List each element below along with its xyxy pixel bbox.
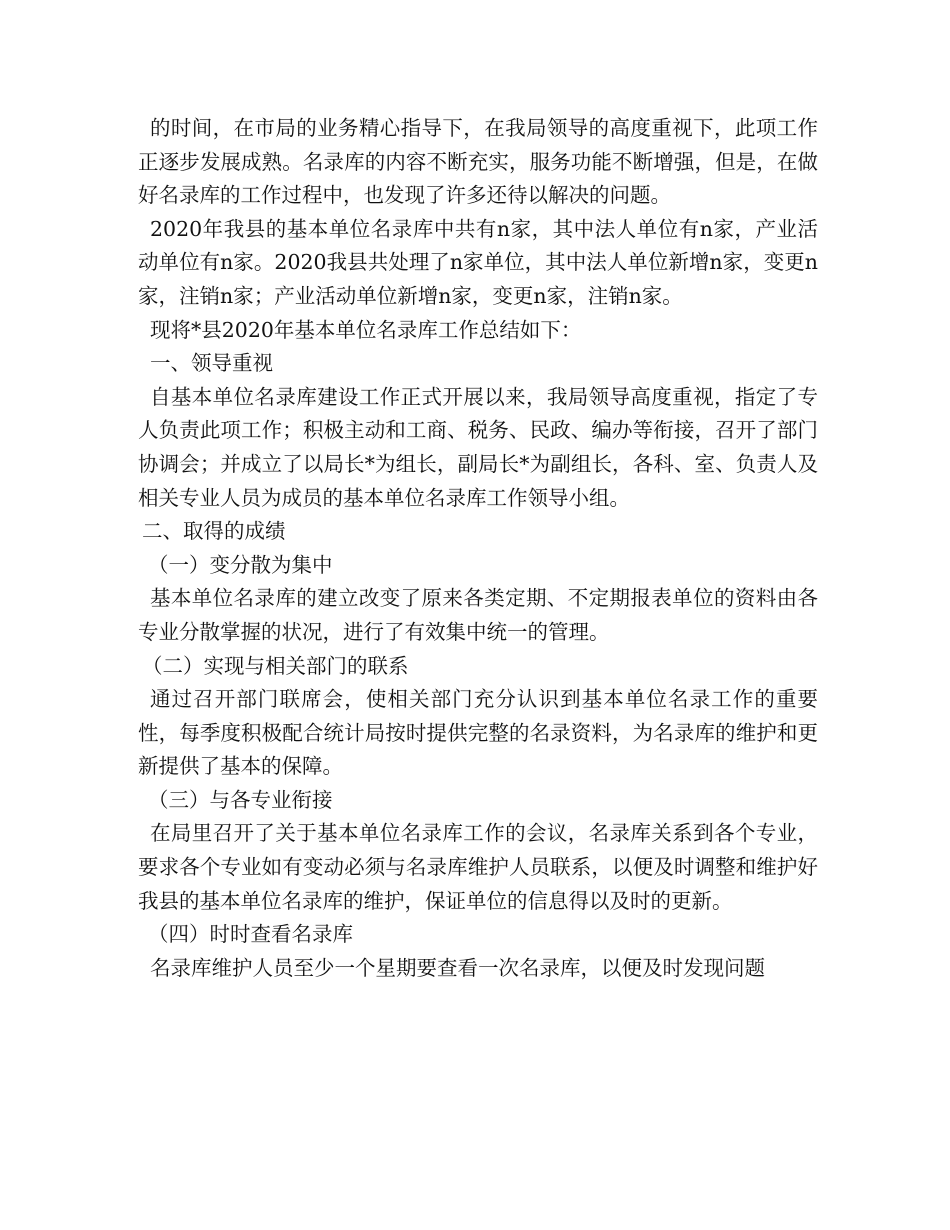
paragraph: 名录库维护人员至少一个星期要查看一次名录库，以便及时发现问题 [150,955,765,980]
subsection-heading: （四）时时查看名录库 [148,922,353,947]
document-body [138,112,818,985]
section-heading: 一、领导重视 [150,351,273,376]
paragraph: 基本单位名录库的建立改变了原来各类定期、不定期报表单位的资料由各专业分散掌握的状况，进行了有效集中统一的管理。 [138,586,818,644]
subsection-heading: （二）实现与相关部门的联系 [142,653,409,678]
paragraph: 通过召开部门联席会，使相关部门充分认识到基本单位名录工作的重要性，每季度积极配合统计局按时提供完整的名录资料，为名录库的维护和更新提供了基本的保障。 [138,687,818,779]
paragraph: 自基本单位名录库建设工作正式开展以来，我局领导高度重视，指定了专人负责此项工作；积极主动和工商、税务、民政、编办等衔接，召开了部门协调会；并成立了以局长*为组长，副局长*为副组长，各科、室、负责人及相关专业人员为成员的基本单位名录库工作领导小组。 [138,384,818,510]
subsection-heading: （一）变分散为集中 [148,552,333,577]
paragraph: 在局里召开了关于基本单位名录库工作的会议，名录库关系到各个专业，要求各个专业如有变动必须与名录库维护人员联系，以便及时调整和维护好我县的基本单位名录库的维护，保证单位的信息得以及时的更新。 [138,821,818,913]
paragraph: 现将*县2020年基本单位名录库工作总结如下： [150,317,582,342]
paragraph: 2020年我县的基本单位名录库中共有n家，其中法人单位有n家，产业活动单位有n家。2020我县共处理了n家单位，其中法人单位新增n家，变更n家，注销n家；产业活动单位新增n家，变更n家，注销n家。 [138,216,818,308]
subsection-heading: （三）与各专业衔接 [148,787,333,812]
paragraph: 的时间，在市局的业务精心指导下，在我局领导的高度重视下，此项工作正逐步发展成熟。名录库的内容不断充实，服务功能不断增强，但是，在做好名录库的工作过程中，也发现了许多还待以解决的问题。 [138,116,818,208]
section-heading: 二、取得的成绩 [142,519,286,544]
